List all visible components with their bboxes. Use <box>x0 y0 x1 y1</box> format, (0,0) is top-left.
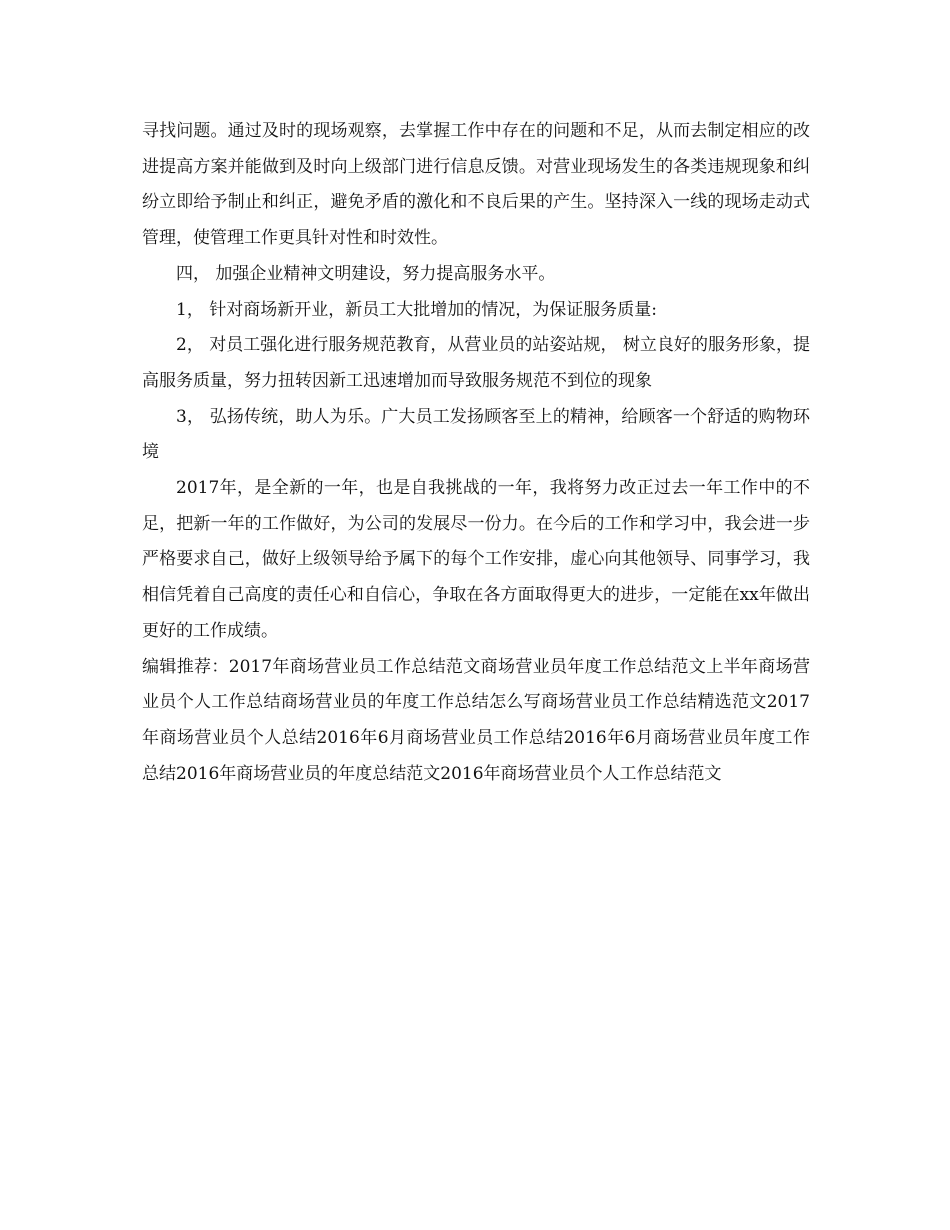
paragraph-editor-recommendation: 编辑推荐：2017年商场营业员工作总结范文商场营业员年度工作总结范文上半年商场营业员个人工作总结商场营业员的年度工作总结怎么写商场营业员工作总结精选范文2017年商场营业员个人总结2016年6月商场营业员工作总结2016年6月商场营业员年度工作总结2016年商场营业员的年度总结范文2016年商场营业员个人工作总结范文 <box>142 656 810 784</box>
section-heading-four: 四， 加强企业精神文明建设，努力提高服务水平。 <box>176 263 556 284</box>
list-item-1: 1， 针对商场新开业，新员工大批增加的情况，为保证服务质量: <box>176 299 657 320</box>
list-item-2: 2， 对员工强化进行服务规范教育，从营业员的站姿站规， 树立良好的服务形象，提高服务质量，努力扭转因新工迅速增加而导致服务规范不到位的现象 <box>142 335 810 391</box>
paragraph-inspection: 寻找问题。通过及时的现场观察，去掌握工作中存在的问题和不足，从而去制定相应的改进提高方案并能做到及时向上级部门进行信息反馈。对营业现场发生的各类违规现象和纠纷立即给予制止和纠正，避免矛盾的激化和不良后果的产生。坚持深入一线的现场走动式管理，使管理工作更具针对性和时效性。 <box>142 121 810 249</box>
list-item-3: 3， 弘扬传统，助人为乐。广大员工发扬顾客至上的精神，给顾客一个舒适的购物环境 <box>142 406 810 463</box>
paragraph-outlook: 2017年，是全新的一年，也是自我挑战的一年，我将努力改正过去一年工作中的不足，把新一年的工作做好，为公司的发展尽一份力。在今后的工作和学习中，我会进一步严格要求自己，做好上级领导给予属下的每个工作安排，虚心向其他领导、同事学习，我相信凭着自己高度的责任心和自信心，争取在各方面取得更大的进步，一定能在xx年做出更好的工作成绩。 <box>142 478 810 641</box>
document-page <box>142 114 810 792</box>
